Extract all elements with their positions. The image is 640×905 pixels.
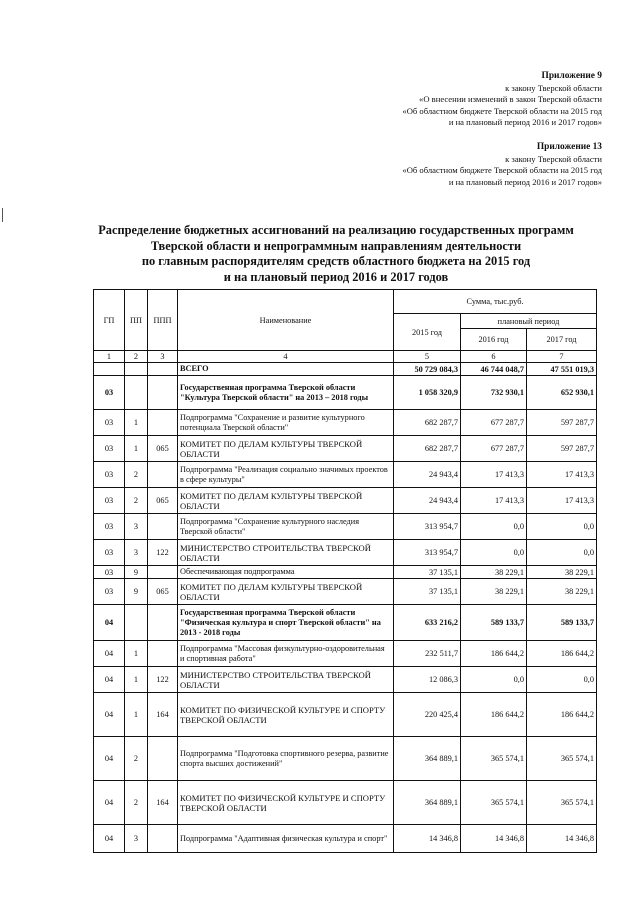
ppp-cell xyxy=(148,363,178,376)
table-row xyxy=(94,436,597,462)
appendix-13-line: и на плановый период 2016 и 2017 годов» xyxy=(448,176,602,187)
appendix-9-title: Приложение 9 xyxy=(541,71,602,81)
value-2017-cell: 0,0 xyxy=(527,540,597,566)
gp-cell: 03 xyxy=(94,462,125,488)
pp-cell: 1 xyxy=(125,693,148,737)
value-2017-cell: 14 346,8 xyxy=(527,825,597,853)
value-2015-cell: 12 086,3 xyxy=(394,667,461,693)
ppp-cell xyxy=(148,376,178,410)
name-cell: Подпрограмма "Подготовка спортивного резерва, развитие спорта высших достижений" xyxy=(178,737,394,781)
pp-cell: 1 xyxy=(125,410,148,436)
budget-table xyxy=(93,289,597,853)
value-2015-cell: 313 954,7 xyxy=(394,540,461,566)
name-cell: КОМИТЕТ ПО ДЕЛАМ КУЛЬТУРЫ ТВЕРСКОЙ ОБЛАСТИ xyxy=(178,436,394,462)
pp-cell: 1 xyxy=(125,436,148,462)
ppp-cell: 122 xyxy=(148,540,178,566)
margin-tick xyxy=(2,208,3,222)
ppp-cell xyxy=(148,641,178,667)
name-cell: Государственная программа Тверской области "Физическая культура и спорт Тверской области" на 2013 - 2018 годы xyxy=(178,605,394,641)
pp-cell: 9 xyxy=(125,579,148,605)
column-number: 1 xyxy=(94,351,125,363)
value-2017-cell: 365 574,1 xyxy=(527,737,597,781)
pp-cell: 3 xyxy=(125,540,148,566)
value-2016-cell: 186 644,2 xyxy=(461,693,527,737)
gp-cell: 04 xyxy=(94,737,125,781)
gp-cell: 03 xyxy=(94,514,125,540)
table-header xyxy=(94,290,597,363)
table-row xyxy=(94,363,597,376)
value-2016-cell: 0,0 xyxy=(461,667,527,693)
appendix-9-line: и на плановый период 2016 и 2017 годов» xyxy=(448,117,602,128)
table-row xyxy=(94,825,597,853)
value-2015-cell: 24 943,4 xyxy=(394,462,461,488)
ppp-cell: 122 xyxy=(148,667,178,693)
column-number: 5 xyxy=(394,351,461,363)
value-2015-cell: 37 135,1 xyxy=(394,566,461,579)
table-row xyxy=(94,462,597,488)
pp-cell: 1 xyxy=(125,641,148,667)
value-2016-cell: 365 574,1 xyxy=(461,737,527,781)
value-2015-cell: 37 135,1 xyxy=(394,579,461,605)
value-2017-cell: 589 133,7 xyxy=(527,605,597,641)
pp-cell: 2 xyxy=(125,781,148,825)
pp-cell: 3 xyxy=(125,825,148,853)
value-2016-cell: 677 287,7 xyxy=(461,436,527,462)
value-2017-cell: 17 413,3 xyxy=(527,462,597,488)
title-line: по главным распорядителям средств областного бюджета на 2015 год xyxy=(141,254,531,269)
ppp-cell: 164 xyxy=(148,693,178,737)
ppp-cell xyxy=(148,514,178,540)
header-2017: 2017 год xyxy=(527,329,597,351)
gp-cell xyxy=(94,363,125,376)
name-cell: Подпрограмма "Реализация социально значимых проектов в сфере культуры" xyxy=(178,462,394,488)
table-row xyxy=(94,693,597,737)
value-2015-cell: 14 346,8 xyxy=(394,825,461,853)
table-row xyxy=(94,667,597,693)
table-row xyxy=(94,514,597,540)
table-body xyxy=(94,363,597,853)
table-row xyxy=(94,781,597,825)
table-row xyxy=(94,579,597,605)
value-2016-cell: 365 574,1 xyxy=(461,781,527,825)
value-2017-cell: 17 413,3 xyxy=(527,488,597,514)
column-number: 4 xyxy=(178,351,394,363)
value-2017-cell: 47 551 019,3 xyxy=(527,363,597,376)
value-2016-cell: 0,0 xyxy=(461,514,527,540)
ppp-cell: 065 xyxy=(148,579,178,605)
column-number: 6 xyxy=(461,351,527,363)
gp-cell: 03 xyxy=(94,540,125,566)
value-2017-cell: 365 574,1 xyxy=(527,781,597,825)
value-2016-cell: 14 346,8 xyxy=(461,825,527,853)
gp-cell: 04 xyxy=(94,825,125,853)
name-cell: Обеспечивающая подпрограмма xyxy=(178,566,394,579)
value-2016-cell: 38 229,1 xyxy=(461,566,527,579)
value-2015-cell: 1 058 320,9 xyxy=(394,376,461,410)
table-row xyxy=(94,566,597,579)
value-2016-cell: 0,0 xyxy=(461,540,527,566)
header-2016: 2016 год xyxy=(461,329,527,351)
value-2015-cell: 313 954,7 xyxy=(394,514,461,540)
pp-cell: 9 xyxy=(125,566,148,579)
value-2016-cell: 38 229,1 xyxy=(461,579,527,605)
appendix-13-line: к закону Тверской области xyxy=(505,153,602,164)
name-cell: КОМИТЕТ ПО ДЕЛАМ КУЛЬТУРЫ ТВЕРСКОЙ ОБЛАСТИ xyxy=(178,488,394,514)
value-2017-cell: 597 287,7 xyxy=(527,410,597,436)
appendix-13-line: «Об областном бюджете Тверской области на 2015 год xyxy=(402,165,602,176)
value-2017-cell: 597 287,7 xyxy=(527,436,597,462)
table-row xyxy=(94,605,597,641)
table-row xyxy=(94,410,597,436)
value-2015-cell: 364 889,1 xyxy=(394,737,461,781)
table-row xyxy=(94,376,597,410)
name-cell: КОМИТЕТ ПО ФИЗИЧЕСКОЙ КУЛЬТУРЕ И СПОРТУ ТВЕРСКОЙ ОБЛАСТИ xyxy=(178,781,394,825)
ppp-cell: 065 xyxy=(148,436,178,462)
value-2015-cell: 364 889,1 xyxy=(394,781,461,825)
pp-cell xyxy=(125,363,148,376)
value-2017-cell: 0,0 xyxy=(527,667,597,693)
table-row xyxy=(94,737,597,781)
column-number: 2 xyxy=(125,351,148,363)
gp-cell: 03 xyxy=(94,410,125,436)
header-pp: ПП xyxy=(125,290,148,351)
appendix-9-header xyxy=(402,71,602,129)
gp-cell: 03 xyxy=(94,376,125,410)
pp-cell: 3 xyxy=(125,514,148,540)
appendix-9-line: к закону Тверской области xyxy=(505,82,602,93)
ppp-cell xyxy=(148,825,178,853)
gp-cell: 04 xyxy=(94,781,125,825)
value-2016-cell: 17 413,3 xyxy=(461,462,527,488)
pp-cell: 2 xyxy=(125,488,148,514)
value-2015-cell: 220 425,4 xyxy=(394,693,461,737)
header-sum: Сумма, тыс.руб. xyxy=(394,290,597,314)
ppp-cell xyxy=(148,462,178,488)
value-2017-cell: 652 930,1 xyxy=(527,376,597,410)
value-2016-cell: 17 413,3 xyxy=(461,488,527,514)
value-2017-cell: 186 644,2 xyxy=(527,641,597,667)
ppp-cell: 164 xyxy=(148,781,178,825)
table-row xyxy=(94,488,597,514)
name-cell: МИНИСТЕРСТВО СТРОИТЕЛЬСТВА ТВЕРСКОЙ ОБЛАСТИ xyxy=(178,540,394,566)
value-2016-cell: 46 744 048,7 xyxy=(461,363,527,376)
value-2015-cell: 232 511,7 xyxy=(394,641,461,667)
header-name: Наименование xyxy=(178,290,394,351)
title-line: Распределение бюджетных ассигнований на реализацию государственных программ xyxy=(98,223,574,237)
gp-cell: 04 xyxy=(94,641,125,667)
value-2015-cell: 24 943,4 xyxy=(394,488,461,514)
header-gp: ГП xyxy=(94,290,125,351)
appendix-9-line: «Об областном бюджете Тверской области на 2015 год xyxy=(402,105,602,116)
ppp-cell xyxy=(148,605,178,641)
value-2017-cell: 38 229,1 xyxy=(527,566,597,579)
column-number-row xyxy=(94,351,597,363)
name-cell: КОМИТЕТ ПО ДЕЛАМ КУЛЬТУРЫ ТВЕРСКОЙ ОБЛАСТИ xyxy=(178,579,394,605)
name-cell: Подпрограмма "Сохранение и развитие культурного потенциала Тверской области" xyxy=(178,410,394,436)
ppp-cell xyxy=(148,737,178,781)
table-row xyxy=(94,641,597,667)
name-cell: Подпрограмма "Адаптивная физическая культура и спорт" xyxy=(178,825,394,853)
title-line: и на плановый период 2016 и 2017 годов xyxy=(223,269,449,284)
pp-cell: 1 xyxy=(125,667,148,693)
gp-cell: 04 xyxy=(94,693,125,737)
name-cell: Подпрограмма "Сохранение культурного наследия Тверской области" xyxy=(178,514,394,540)
ppp-cell: 065 xyxy=(148,488,178,514)
header-planned: плановый период xyxy=(461,314,597,329)
document-title xyxy=(80,223,592,285)
value-2015-cell: 682 287,7 xyxy=(394,436,461,462)
name-cell: Государственная программа Тверской области "Культура Тверской области" на 2013 – 2018 годы xyxy=(178,376,394,410)
ppp-cell xyxy=(148,410,178,436)
value-2017-cell: 186 644,2 xyxy=(527,693,597,737)
title-line: Тверской области и непрограммным направлениям деятельности xyxy=(150,238,522,253)
gp-cell: 04 xyxy=(94,667,125,693)
header-ppp: ППП xyxy=(148,290,178,351)
value-2015-cell: 682 287,7 xyxy=(394,410,461,436)
name-cell: МИНИСТЕРСТВО СТРОИТЕЛЬСТВА ТВЕРСКОЙ ОБЛАСТИ xyxy=(178,667,394,693)
pp-cell: 2 xyxy=(125,462,148,488)
appendix-13-header xyxy=(402,142,602,188)
column-number: 3 xyxy=(148,351,178,363)
pp-cell: 2 xyxy=(125,737,148,781)
ppp-cell xyxy=(148,566,178,579)
name-cell: Подпрограмма "Массовая физкультурно-оздоровительная и спортивная работа" xyxy=(178,641,394,667)
value-2016-cell: 677 287,7 xyxy=(461,410,527,436)
appendix-9-line: «О внесении изменений в закон Тверской области xyxy=(419,94,602,105)
column-number: 7 xyxy=(527,351,597,363)
value-2016-cell: 186 644,2 xyxy=(461,641,527,667)
value-2017-cell: 0,0 xyxy=(527,514,597,540)
gp-cell: 03 xyxy=(94,566,125,579)
value-2017-cell: 38 229,1 xyxy=(527,579,597,605)
gp-cell: 04 xyxy=(94,605,125,641)
value-2016-cell: 589 133,7 xyxy=(461,605,527,641)
header-2015: 2015 год xyxy=(394,314,461,351)
value-2015-cell: 50 729 084,3 xyxy=(394,363,461,376)
pp-cell xyxy=(125,605,148,641)
gp-cell: 03 xyxy=(94,436,125,462)
name-cell: ВСЕГО xyxy=(178,363,394,376)
gp-cell: 03 xyxy=(94,579,125,605)
table-row xyxy=(94,540,597,566)
gp-cell: 03 xyxy=(94,488,125,514)
pp-cell xyxy=(125,376,148,410)
name-cell: КОМИТЕТ ПО ФИЗИЧЕСКОЙ КУЛЬТУРЕ И СПОРТУ ТВЕРСКОЙ ОБЛАСТИ xyxy=(178,693,394,737)
value-2016-cell: 732 930,1 xyxy=(461,376,527,410)
value-2015-cell: 633 216,2 xyxy=(394,605,461,641)
appendix-13-title: Приложение 13 xyxy=(536,142,602,152)
